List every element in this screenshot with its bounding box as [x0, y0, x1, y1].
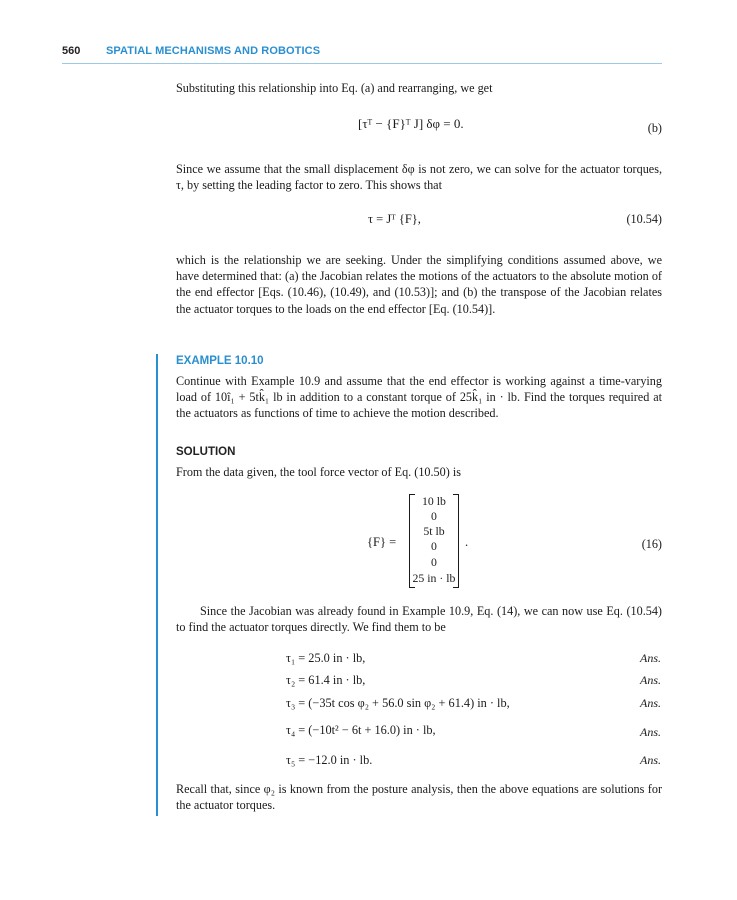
solution-paragraph: Since the Jacobian was already found in Example 10.9, Eq. (14), we can now use Eq. (10.54) to find the actuator torques directly. We find them to be	[176, 604, 662, 635]
page-number: 560	[62, 45, 81, 57]
closing-paragraph: Recall that, since φ₂ is known from the posture analysis, then the above equations are solutions for the actuator torques.	[176, 782, 662, 813]
vector-entry: 0	[431, 509, 437, 523]
equation-b: [τᵀ − {F}ᵀ J] δφ = 0.	[358, 116, 464, 131]
answer-marker: Ans.	[640, 753, 661, 767]
example-text: Continue with Example 10.9 and assume that the end effector is working against a time-varying load of 10î₁ + 5tk̂₁ lb in addition to a constant torque of 25k̂₁ in · lb. Find the torques required at the actuators as functions of time to achieve the motion described.	[176, 374, 662, 421]
vector-label: (16)	[641, 537, 662, 551]
vector-entry: 0	[431, 555, 437, 569]
solution-intro: From the data given, the tool force vector of Eq. (10.50) is	[176, 465, 461, 479]
equation-b-label: (b)	[647, 121, 662, 135]
equation-10-54: τ = Jᵀ {F},	[368, 212, 421, 226]
vector-period: .	[465, 535, 469, 549]
example-sidebar-rule	[156, 354, 158, 816]
answer-marker: Ans.	[640, 696, 661, 710]
paragraph-substituting: Substituting this relationship into Eq. (a) and rearranging, we get	[176, 81, 493, 95]
vector-entry: 0	[431, 539, 437, 553]
answer-marker: Ans.	[640, 725, 661, 739]
torque-equation: τ₁ = 25.0 in · lb,	[286, 651, 366, 665]
answer-marker: Ans.	[640, 673, 661, 687]
force-vector-matrix	[409, 494, 459, 588]
vector-entry: 5t lb	[423, 524, 445, 538]
torque-equation: τ₅ = −12.0 in · lb.	[286, 753, 373, 767]
running-header	[62, 45, 662, 64]
torque-equation: τ₂ = 61.4 in · lb,	[286, 673, 366, 687]
torque-equation: τ₃ = (−35t cos φ₂ + 56.0 sin φ₂ + 61.4) in · lb,	[286, 696, 510, 710]
solution-heading: SOLUTION	[176, 446, 236, 458]
vector-lhs: {F} =	[367, 535, 397, 549]
equation-10-54-label: (10.54)	[626, 212, 662, 226]
example-heading: EXAMPLE 10.10	[176, 355, 264, 367]
section-title: SPATIAL MECHANISMS AND ROBOTICS	[106, 45, 321, 57]
torque-equation: τ₄ = (−10t² − 6t + 16.0) in · lb,	[286, 723, 436, 737]
paragraph-displacement: Since we assume that the small displacement δφ is not zero, we can solve for the actuator torques, τ, by setting the leading factor to zero. This shows that	[176, 162, 662, 193]
vector-entry: 10 lb	[422, 494, 446, 508]
paragraph-relationship: which is the relationship we are seeking. Under the simplifying conditions assumed above, we have determined that: (a) the Jacobian relates the motions of the actuators to the absolute motion of the end effector [Eqs. (10.46), (10.49), and (10.53)]; and (b) the transpose of the Jacobian relates the actuator torques to the loads on the end effector [Eq. (10.54)].	[176, 253, 662, 316]
answer-marker: Ans.	[640, 651, 661, 665]
vector-entry: 25 in · lb	[412, 571, 456, 585]
